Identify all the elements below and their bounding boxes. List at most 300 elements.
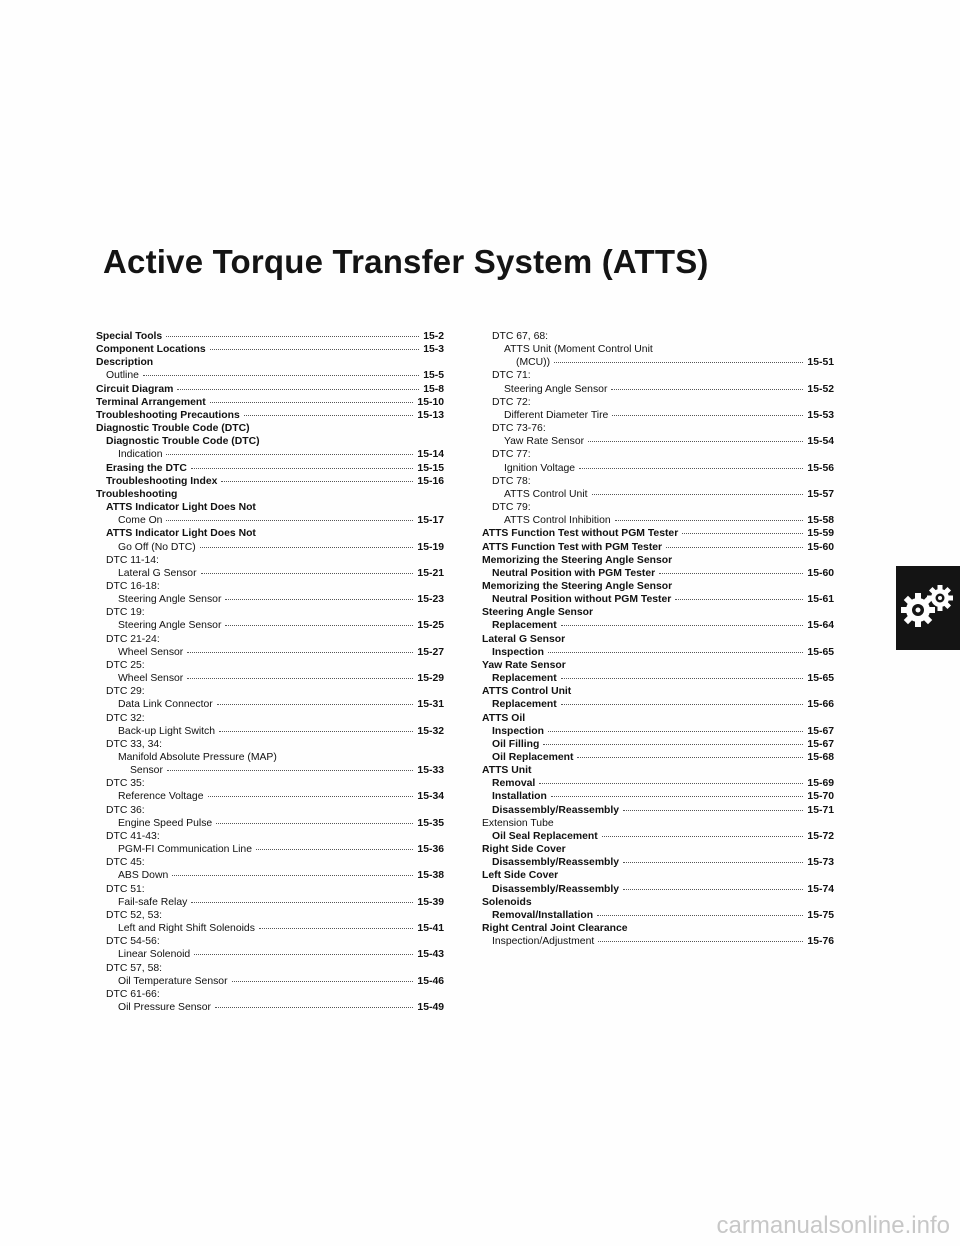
- toc-label: Yaw Rate Sensor: [504, 436, 585, 448]
- toc-label: Diagnostic Trouble Code (DTC): [106, 436, 260, 448]
- toc-page-number: 15-65: [807, 646, 834, 658]
- toc-label: Inspection: [492, 725, 544, 737]
- toc-entry: [482, 830, 834, 843]
- toc-label: Sensor: [130, 765, 163, 777]
- toc-label: DTC 36:: [106, 804, 145, 816]
- dot-leader: [166, 454, 413, 455]
- dot-leader: [682, 533, 803, 534]
- toc-page-number: 15-65: [807, 673, 834, 685]
- toc-label: DTC 79:: [492, 502, 531, 514]
- dot-leader: [200, 547, 414, 548]
- dot-leader: [172, 875, 413, 876]
- toc-label: Go Off (No DTC): [118, 541, 196, 553]
- toc-label: DTC 61-66:: [106, 988, 160, 1000]
- toc-label: ATTS Oil: [482, 712, 526, 724]
- toc-label: Extension Tube: [482, 817, 554, 829]
- dot-leader: [561, 625, 804, 626]
- toc-label: Disassembly/Reassembly: [492, 857, 620, 869]
- toc-label: Removal: [492, 778, 536, 790]
- dot-leader: [210, 349, 420, 350]
- toc-label: Diagnostic Trouble Code (DTC): [96, 423, 250, 435]
- toc-label: DTC 72:: [492, 396, 531, 408]
- dot-leader: [215, 1007, 413, 1008]
- toc-label: DTC 67, 68:: [492, 331, 549, 342]
- toc-page-number: 15-41: [417, 923, 444, 935]
- toc-page-number: 15-27: [417, 646, 444, 658]
- toc-page-number: 15-17: [417, 515, 444, 527]
- toc-page-number: 15-67: [807, 725, 834, 737]
- toc-label: Solenoids: [482, 896, 532, 908]
- toc-entry: [96, 462, 444, 475]
- toc-page-number: 15-53: [807, 409, 834, 421]
- toc-heading: [482, 764, 834, 777]
- dot-leader: [221, 481, 413, 482]
- dot-leader: [232, 981, 414, 982]
- toc-label: Steering Angle Sensor: [118, 594, 222, 606]
- toc-label: Replacement: [492, 620, 557, 632]
- toc-label: DTC 25:: [106, 659, 145, 671]
- toc-label: ATTS Control Unit: [482, 686, 572, 698]
- toc-page-number: 15-72: [807, 830, 834, 842]
- toc-page-number: 15-60: [807, 567, 834, 579]
- toc-heading: [96, 962, 444, 975]
- toc-heading: [482, 685, 834, 698]
- toc-heading: [96, 527, 444, 540]
- dot-leader: [187, 678, 413, 679]
- toc-entry: [482, 883, 834, 896]
- toc-page-number: 15-8: [423, 383, 444, 395]
- toc-label: Disassembly/Reassembly: [492, 883, 620, 895]
- dot-leader: [561, 678, 804, 679]
- toc-page-number: 15-69: [807, 778, 834, 790]
- toc-entry: [482, 646, 834, 659]
- toc-heading: [482, 330, 834, 343]
- toc-heading: [96, 777, 444, 790]
- toc-label: Yaw Rate Sensor: [482, 659, 566, 671]
- toc-label: Wheel Sensor: [118, 673, 184, 685]
- dot-leader: [623, 889, 803, 890]
- dot-leader: [244, 415, 414, 416]
- dot-leader: [612, 415, 803, 416]
- toc-entry: [96, 330, 444, 343]
- dot-leader: [577, 757, 803, 758]
- toc-entry: [96, 948, 444, 961]
- toc-label: Linear Solenoid: [118, 949, 191, 961]
- toc-label: Erasing the DTC: [106, 462, 187, 474]
- toc-label: DTC 16-18:: [106, 580, 160, 592]
- toc-entry: [482, 777, 834, 790]
- toc-page-number: 15-75: [807, 909, 834, 921]
- toc-entry: [482, 383, 834, 396]
- dot-leader: [597, 915, 803, 916]
- dot-leader: [623, 810, 803, 811]
- dot-leader: [666, 547, 803, 548]
- dot-leader: [210, 402, 414, 403]
- toc-label: DTC 78:: [492, 475, 531, 487]
- toc-label: Troubleshooting Index: [106, 475, 218, 487]
- toc-label: ATTS Indicator Light Does Not: [106, 528, 256, 540]
- toc-label: Fail-safe Relay: [118, 896, 188, 908]
- toc-label: Data Link Connector: [118, 699, 213, 711]
- toc-entry: [96, 514, 444, 527]
- toc-label: Manifold Absolute Pressure (MAP): [118, 752, 277, 763]
- toc-page-number: 15-36: [417, 844, 444, 856]
- toc-page-number: 15-52: [807, 383, 834, 395]
- toc-entry: [96, 817, 444, 830]
- toc-page-number: 15-51: [807, 357, 834, 369]
- toc-heading: [96, 883, 444, 896]
- toc-heading: [482, 843, 834, 856]
- dot-leader: [259, 928, 414, 929]
- toc-entry: [482, 672, 834, 685]
- toc-page-number: 15-73: [807, 857, 834, 869]
- toc-entry: [482, 435, 834, 448]
- toc-entry: [96, 593, 444, 606]
- toc-heading: [482, 343, 834, 356]
- toc-page-number: 15-46: [417, 975, 444, 987]
- toc-heading: [96, 501, 444, 514]
- toc-label: DTC 33, 34:: [106, 738, 163, 750]
- dot-leader: [561, 704, 804, 705]
- toc-label: ATTS Control Inhibition: [504, 515, 611, 527]
- toc-label: ATTS Function Test with PGM Tester: [482, 541, 663, 553]
- toc-label: Different Diameter Tire: [504, 409, 609, 421]
- toc-page-number: 15-2: [423, 331, 444, 342]
- toc-page-number: 15-56: [807, 462, 834, 474]
- toc-label: ATTS Unit: [482, 765, 532, 777]
- toc-label: Steering Angle Sensor: [504, 383, 608, 395]
- toc-entry: [482, 738, 834, 751]
- toc-page-number: 15-68: [807, 752, 834, 763]
- toc-page-number: 15-71: [807, 804, 834, 816]
- toc-label: Left and Right Shift Solenoids: [118, 923, 255, 935]
- dot-leader: [588, 441, 803, 442]
- toc-entry: [482, 856, 834, 869]
- toc-heading: [96, 935, 444, 948]
- toc-entry: [96, 448, 444, 461]
- toc-heading: [96, 712, 444, 725]
- toc-entry: [96, 725, 444, 738]
- toc-page-number: 15-34: [417, 791, 444, 803]
- toc-label: DTC 71:: [492, 370, 531, 382]
- dot-leader: [187, 652, 413, 653]
- toc-label: Oil Seal Replacement: [492, 830, 598, 842]
- toc-label: Lateral G Sensor: [118, 567, 197, 579]
- toc-page-number: 15-59: [807, 528, 834, 540]
- dot-leader: [208, 796, 414, 797]
- dot-leader: [191, 468, 414, 469]
- toc-entry: [482, 488, 834, 501]
- toc-heading: [96, 659, 444, 672]
- toc-entry: [482, 514, 834, 527]
- toc-label: Replacement: [492, 673, 557, 685]
- gears-icon: [896, 566, 960, 650]
- dot-leader: [194, 954, 413, 955]
- toc-page-number: 15-19: [417, 541, 444, 553]
- watermark: carmanualsonline.info: [716, 1212, 950, 1239]
- toc-page-number: 15-29: [417, 673, 444, 685]
- toc-heading: [96, 435, 444, 448]
- toc-entry: [96, 541, 444, 554]
- toc-label: Circuit Diagram: [96, 383, 174, 395]
- toc-label: DTC 35:: [106, 778, 145, 790]
- dot-leader: [539, 783, 803, 784]
- dot-leader: [256, 849, 413, 850]
- toc-label: Neutral Position with PGM Tester: [492, 567, 656, 579]
- toc-entry: [96, 790, 444, 803]
- toc-page-number: 15-39: [417, 896, 444, 908]
- toc-entry: [482, 790, 834, 803]
- toc-entry: [96, 698, 444, 711]
- toc-page-number: 15-23: [417, 594, 444, 606]
- toc-entry: [96, 975, 444, 988]
- toc-entry: [482, 751, 834, 764]
- toc-page-number: 15-32: [417, 725, 444, 737]
- toc-label: (MCU)): [516, 357, 551, 369]
- toc-label: Neutral Position without PGM Tester: [492, 594, 672, 606]
- toc-page-number: 15-14: [417, 449, 444, 461]
- dot-leader: [225, 599, 413, 600]
- toc-left-column: [96, 330, 444, 1014]
- dot-leader: [675, 599, 803, 600]
- toc-label: Inspection/Adjustment: [492, 936, 595, 948]
- toc-entry: [96, 896, 444, 909]
- toc-heading: [482, 633, 834, 646]
- toc-label: Description: [96, 357, 154, 369]
- toc-heading: [96, 988, 444, 1001]
- toc-page-number: 15-58: [807, 515, 834, 527]
- toc-label: Left Side Cover: [482, 870, 559, 882]
- toc-page-number: 15-33: [417, 765, 444, 777]
- toc-label: Reference Voltage: [118, 791, 204, 803]
- toc-entry: [96, 369, 444, 382]
- toc-heading: [96, 856, 444, 869]
- toc-heading: [96, 488, 444, 501]
- toc-page-number: 15-57: [807, 488, 834, 500]
- dot-leader: [191, 902, 413, 903]
- toc-label: ABS Down: [118, 870, 169, 882]
- toc-entry: [482, 909, 834, 922]
- toc-page-number: 15-74: [807, 883, 834, 895]
- toc-label: Oil Replacement: [492, 752, 574, 763]
- toc-label: Removal/Installation: [492, 909, 594, 921]
- toc-label: Right Side Cover: [482, 844, 566, 856]
- toc-label: Oil Temperature Sensor: [118, 975, 228, 987]
- dot-leader: [177, 389, 419, 390]
- toc-label: Right Central Joint Clearance: [482, 923, 628, 935]
- toc-entry: [96, 567, 444, 580]
- toc-page-number: 15-60: [807, 541, 834, 553]
- toc-label: DTC 54-56:: [106, 936, 160, 948]
- toc-label: DTC 57, 58:: [106, 962, 163, 974]
- toc-label: Engine Speed Pulse: [118, 817, 213, 829]
- toc-label: DTC 45:: [106, 857, 145, 869]
- toc-label: Troubleshooting: [96, 488, 178, 500]
- toc-heading: [482, 869, 834, 882]
- section-tab: [896, 566, 960, 650]
- toc-heading: [482, 422, 834, 435]
- toc-heading: [96, 751, 444, 764]
- toc-page-number: 15-54: [807, 436, 834, 448]
- toc-right-column: [482, 330, 834, 948]
- dot-leader: [659, 573, 803, 574]
- toc-entry: [96, 764, 444, 777]
- dot-leader: [615, 520, 804, 521]
- toc-heading: [96, 685, 444, 698]
- toc-page-number: 15-25: [417, 620, 444, 632]
- toc-entry: [482, 698, 834, 711]
- toc-label: DTC 32:: [106, 712, 145, 724]
- toc-heading: [482, 712, 834, 725]
- toc-page-number: 15-21: [417, 567, 444, 579]
- toc-page-number: 15-13: [417, 409, 444, 421]
- toc-entry: [96, 396, 444, 409]
- toc-label: DTC 73-76:: [492, 423, 546, 435]
- toc-label: DTC 77:: [492, 449, 531, 461]
- toc-page-number: 15-5: [423, 370, 444, 382]
- toc-label: Oil Pressure Sensor: [118, 1001, 211, 1013]
- toc-label: Component Locations: [96, 344, 206, 356]
- toc-heading: [96, 554, 444, 567]
- toc-heading: [482, 554, 834, 567]
- toc-page-number: 15-64: [807, 620, 834, 632]
- toc-entry: [482, 527, 834, 540]
- toc-entry: [482, 725, 834, 738]
- toc-heading: [96, 580, 444, 593]
- toc-heading: [482, 448, 834, 461]
- toc-label: Memorizing the Steering Angle Sensor: [482, 580, 673, 592]
- toc-label: Indication: [118, 449, 163, 461]
- page-title: Active Torque Transfer System (ATTS): [103, 243, 709, 280]
- dot-leader: [554, 362, 803, 363]
- toc-label: Installation: [492, 791, 547, 803]
- dot-leader: [167, 770, 413, 771]
- toc-label: Terminal Arrangement: [96, 396, 206, 408]
- toc-entry: [96, 409, 444, 422]
- dot-leader: [551, 796, 804, 797]
- dot-leader: [598, 941, 803, 942]
- toc-label: Lateral G Sensor: [482, 633, 566, 645]
- toc-heading: [482, 396, 834, 409]
- toc-page-number: 15-10: [417, 396, 444, 408]
- dot-leader: [548, 731, 803, 732]
- dot-leader: [579, 468, 803, 469]
- toc-entry: [96, 843, 444, 856]
- toc-heading: [482, 922, 834, 935]
- dot-leader: [602, 836, 804, 837]
- toc-entry: [482, 356, 834, 369]
- dot-leader: [611, 389, 803, 390]
- dot-leader: [217, 704, 414, 705]
- dot-leader: [166, 520, 413, 521]
- toc-entry: [482, 541, 834, 554]
- toc-label: Wheel Sensor: [118, 646, 184, 658]
- toc-entry: [96, 619, 444, 632]
- dot-leader: [143, 375, 419, 376]
- toc-page-number: 15-67: [807, 738, 834, 750]
- toc-label: Come On: [118, 515, 163, 527]
- toc-entry: [96, 383, 444, 396]
- toc-heading: [96, 830, 444, 843]
- dot-leader: [201, 573, 414, 574]
- toc-entry: [96, 475, 444, 488]
- toc-label: Steering Angle Sensor: [482, 607, 594, 619]
- dot-leader: [543, 744, 803, 745]
- toc-entry: [96, 646, 444, 659]
- toc-heading: [482, 817, 834, 830]
- toc-label: ATTS Function Test without PGM Tester: [482, 528, 679, 540]
- dot-leader: [216, 823, 413, 824]
- toc-heading: [482, 580, 834, 593]
- toc-label: DTC 51:: [106, 883, 145, 895]
- toc-label: DTC 11-14:: [106, 554, 159, 566]
- toc-entry: [482, 567, 834, 580]
- dot-leader: [219, 731, 413, 732]
- toc-heading: [96, 606, 444, 619]
- toc-entry: [96, 343, 444, 356]
- toc-entry: [482, 619, 834, 632]
- toc-page-number: 15-35: [417, 817, 444, 829]
- toc-entry: [482, 804, 834, 817]
- toc-label: DTC 29:: [106, 686, 145, 698]
- toc-page-number: 15-43: [417, 949, 444, 961]
- toc-heading: [96, 422, 444, 435]
- toc-entry: [482, 409, 834, 422]
- dot-leader: [592, 494, 804, 495]
- toc-label: PGM-FI Communication Line: [118, 844, 252, 856]
- toc-page-number: 15-38: [417, 870, 444, 882]
- toc-label: Ignition Voltage: [504, 462, 576, 474]
- toc-label: Troubleshooting Precautions: [96, 409, 240, 421]
- toc-label: Memorizing the Steering Angle Sensor: [482, 554, 673, 566]
- toc-label: Disassembly/Reassembly: [492, 804, 620, 816]
- toc-entry: [96, 1001, 444, 1014]
- toc-label: DTC 21-24:: [106, 633, 160, 645]
- toc-page-number: 15-3: [423, 344, 444, 356]
- toc-label: Back-up Light Switch: [118, 725, 216, 737]
- dot-leader: [548, 652, 803, 653]
- toc-page-number: 15-66: [807, 699, 834, 711]
- toc-entry: [482, 462, 834, 475]
- toc-heading: [482, 475, 834, 488]
- toc-heading: [96, 909, 444, 922]
- toc-heading: [96, 633, 444, 646]
- toc-page-number: 15-16: [417, 475, 444, 487]
- toc-label: Steering Angle Sensor: [118, 620, 222, 632]
- toc-page-number: 15-49: [417, 1001, 444, 1013]
- toc-label: ATTS Unit (Moment Control Unit: [504, 344, 653, 356]
- toc-page-number: 15-76: [807, 936, 834, 948]
- toc-label: Replacement: [492, 699, 557, 711]
- toc-label: DTC 52, 53:: [106, 909, 163, 921]
- toc-entry: [96, 869, 444, 882]
- dot-leader: [225, 625, 413, 626]
- toc-label: Outline: [106, 370, 139, 382]
- toc-page-number: 15-31: [417, 699, 444, 711]
- toc-page-number: 15-70: [807, 791, 834, 803]
- toc-heading: [482, 896, 834, 909]
- toc-heading: [482, 501, 834, 514]
- toc-entry: [96, 922, 444, 935]
- toc-label: ATTS Control Unit: [504, 488, 588, 500]
- toc-label: Special Tools: [96, 331, 163, 342]
- toc-entry: [482, 593, 834, 606]
- toc-entry: [482, 935, 834, 948]
- toc-label: DTC 19:: [106, 607, 145, 619]
- toc-heading: [96, 804, 444, 817]
- dot-leader: [623, 862, 803, 863]
- dot-leader: [166, 336, 419, 337]
